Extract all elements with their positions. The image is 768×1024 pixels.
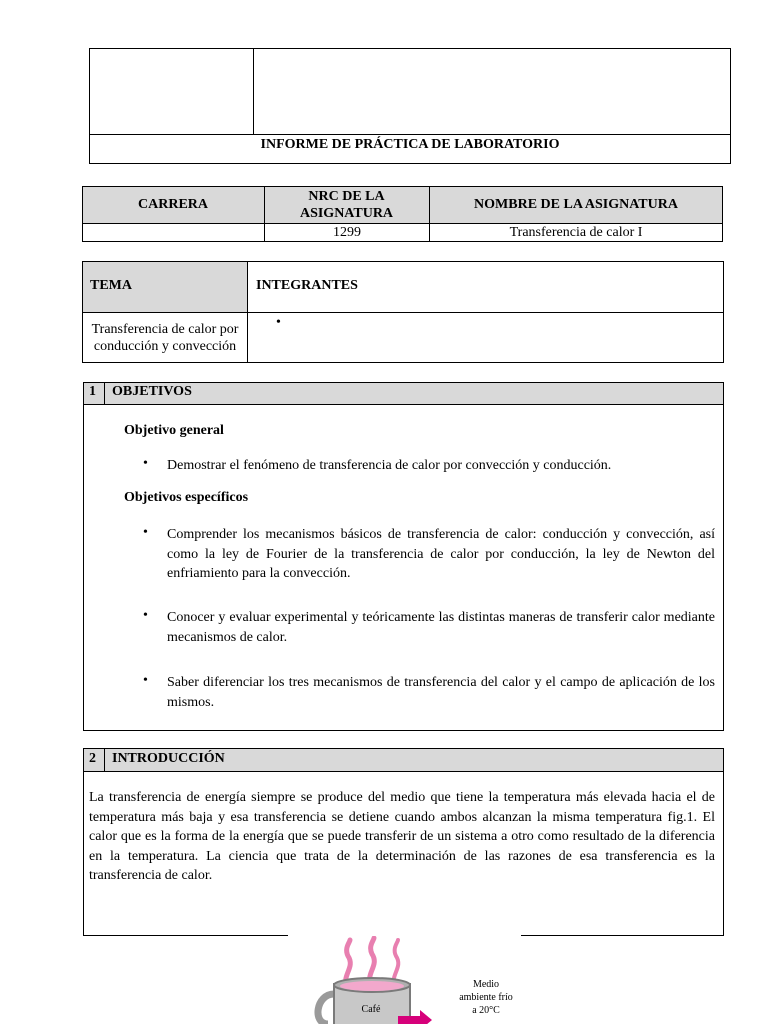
general-objective: Demostrar el fenómeno de transferencia de calor por convección y conducción. <box>167 458 612 473</box>
bullet-icon: • <box>143 608 148 623</box>
objetivos-title: OBJETIVOS <box>112 384 192 399</box>
bullet-icon: • <box>143 456 148 471</box>
asignatura-value: Transferencia de calor I <box>509 224 643 240</box>
introduccion-number: 2 <box>89 751 96 766</box>
ambient-line3: a 20°C <box>472 1005 500 1016</box>
nrc-value: 1299 <box>333 225 361 240</box>
ambient-line1: Medio <box>472 979 500 990</box>
section-bottom-left <box>83 935 288 936</box>
introduccion-paragraph: La transferencia de energía siempre se produce del medio que tiene la temperatura más elevada hacia el de temperatura más baja y esa transferencia se detiene cuando ambos alcanzan la misma temperatura fig.1. El calor que es la forma de la energía que se puede transferir de un sistema a otro como resultado de la diferencia en la temperatura. La ciencia que trata de la determinación de las razones de esa transferencia es la transferencia de calor. <box>89 790 715 883</box>
carrera-header: CARRERA <box>138 197 208 212</box>
tema-header: TEMA <box>90 278 132 293</box>
ambient-label <box>450 978 522 1017</box>
asignatura-header: NOMBRE DE LA ASIGNATURA <box>474 197 678 212</box>
header-divider <box>253 48 254 135</box>
integrantes-header: INTEGRANTES <box>256 278 358 293</box>
tema-value: Transferencia de calor por conducción y convección <box>91 322 239 354</box>
bullet-icon: • <box>143 673 148 688</box>
nrc-header: NRC DE LA ASIGNATURA <box>299 189 394 221</box>
objetivos-especificos-heading: Objetivos específicos <box>124 490 249 505</box>
specific-objective-3: Saber diferenciar los tres mecanismos de transferencia del calor y el campo de aplicación de los mismos. <box>167 675 715 710</box>
report-title: INFORME DE PRÁCTICA DE LABORATORIO <box>260 136 560 152</box>
bullet-icon: • <box>143 525 148 540</box>
specific-objective-2: Conocer y evaluar experimental y teóricamente las distintas maneras de transferir calor mediante mecanismos de calor. <box>167 610 715 645</box>
integrantes-bullet: • <box>276 315 281 330</box>
coffee-surface <box>340 981 404 991</box>
cup-handle <box>318 994 334 1024</box>
cup-label <box>356 1004 386 1015</box>
carrera-value <box>82 224 264 242</box>
specific-objective-1: Comprender los mecanismos básicos de transferencia de calor: conducción y convección, así como la ley de Fourier de la transferencia de calor por conducción, la ley de Newton del enfriamiento para la convección. <box>167 527 715 581</box>
objetivos-number: 1 <box>89 384 96 399</box>
section-bottom-right <box>521 935 724 936</box>
cup-label-line1: Café <box>361 1004 381 1015</box>
objetivo-general-heading: Objetivo general <box>124 423 224 438</box>
ambient-line2: ambiente frío <box>459 992 513 1003</box>
introduccion-title: INTRODUCCIÓN <box>112 751 225 766</box>
